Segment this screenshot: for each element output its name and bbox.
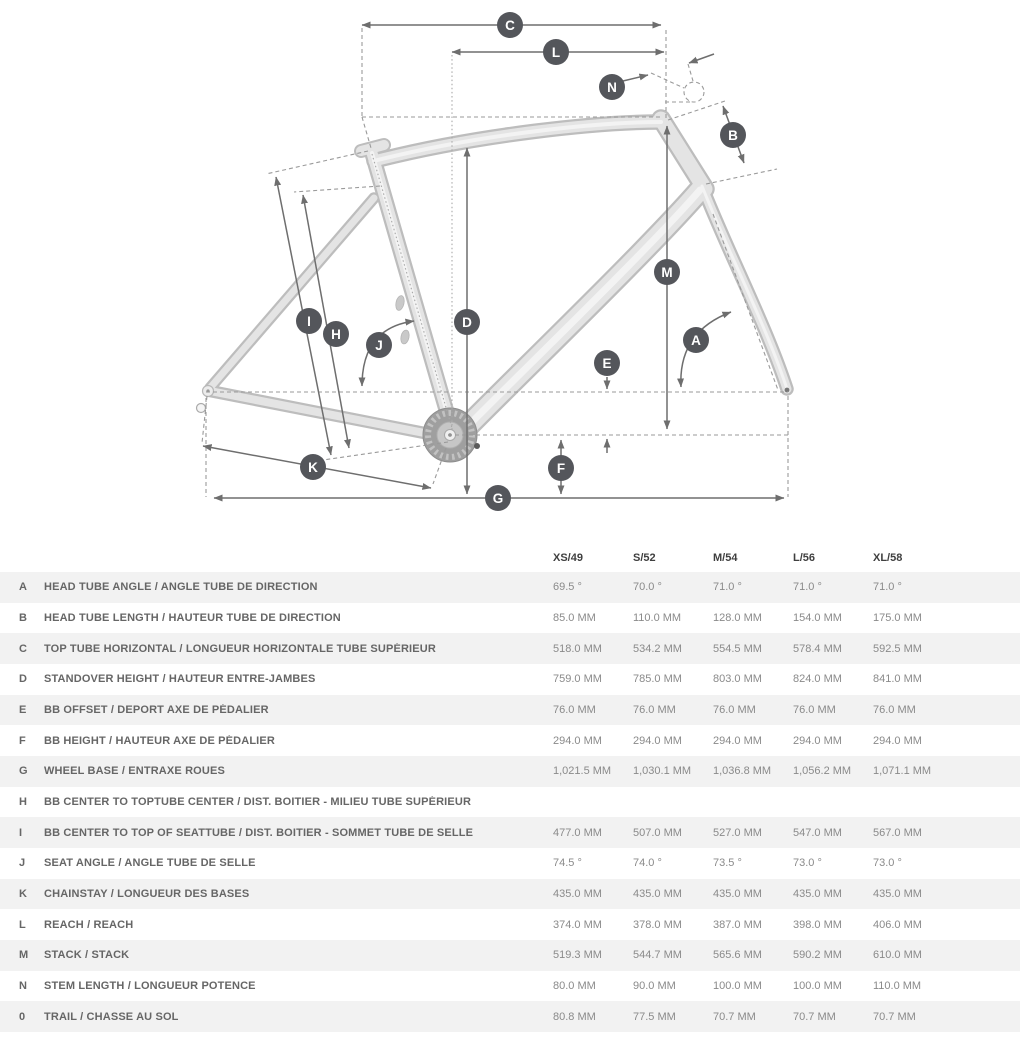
geo-value: 294.0 MM xyxy=(873,734,922,747)
geo-value: 154.0 MM xyxy=(793,611,842,624)
geo-value: 534.2 MM xyxy=(633,642,682,655)
row-label: TRAIL / CHASSE AU SOL xyxy=(44,1010,179,1023)
size-header: XS/49 xyxy=(553,552,583,564)
geo-value: 294.0 MM xyxy=(553,734,602,747)
geo-value: 592.5 MM xyxy=(873,642,922,655)
svg-text:G: G xyxy=(492,490,504,506)
geo-value: 435.0 MM xyxy=(633,887,682,900)
geo-value: 435.0 MM xyxy=(793,887,842,900)
geo-value: 71.0 ° xyxy=(793,581,822,594)
row-label: BB CENTER TO TOP OF SEATTUBE / DIST. BOITIER - SOMMET TUBE DE SELLE xyxy=(44,826,474,839)
geo-value: 80.8 MM xyxy=(553,1010,596,1023)
geo-value: 76.0 MM xyxy=(633,703,676,716)
table-row-M xyxy=(0,940,1020,971)
geo-value: 294.0 MM xyxy=(793,734,842,747)
table-row-A xyxy=(0,572,1020,603)
diagram-label-N xyxy=(599,74,625,100)
diagram-label-K xyxy=(300,454,326,480)
row-letter: E xyxy=(19,703,27,716)
geo-value: 519.3 MM xyxy=(553,949,602,962)
table-row-J xyxy=(0,848,1020,879)
geo-value: 565.6 MM xyxy=(713,949,762,962)
geo-value: 544.7 MM xyxy=(633,949,682,962)
construction-lines xyxy=(202,28,790,497)
table-row-I xyxy=(0,817,1020,848)
diagram-label-H xyxy=(323,321,349,347)
geometry-table xyxy=(0,544,1020,1032)
size-header: M/54 xyxy=(713,552,738,564)
geo-value: 74.0 ° xyxy=(633,857,662,870)
row-letter: B xyxy=(19,611,27,624)
geo-value: 1,036.8 MM xyxy=(713,765,772,778)
table-row-N xyxy=(0,971,1020,1002)
geo-value: 590.2 MM xyxy=(793,949,842,962)
table-row-D xyxy=(0,664,1020,695)
geo-value: 70.7 MM xyxy=(793,1010,836,1023)
geo-value: 554.5 MM xyxy=(713,642,762,655)
geo-value: 759.0 MM xyxy=(553,673,602,686)
geo-value: 70.0 ° xyxy=(633,581,662,594)
row-label: STEM LENGTH / LONGUEUR POTENCE xyxy=(44,979,256,992)
geo-value: 567.0 MM xyxy=(873,826,922,839)
diagram-label-E xyxy=(594,350,620,376)
row-letter: M xyxy=(19,949,29,962)
row-label: SEAT ANGLE / ANGLE TUBE DE SELLE xyxy=(44,857,256,870)
row-letter: 0 xyxy=(19,1010,26,1023)
geo-value: 76.0 MM xyxy=(873,703,916,716)
table-row-L xyxy=(0,909,1020,940)
geo-value: 547.0 MM xyxy=(793,826,842,839)
geo-value: 1,056.2 MM xyxy=(793,765,852,778)
row-letter: J xyxy=(19,857,26,870)
geo-value: 74.5 ° xyxy=(553,857,582,870)
geo-value: 527.0 MM xyxy=(713,826,762,839)
diagram-label-B xyxy=(720,122,746,148)
row-label: TOP TUBE HORIZONTAL / LONGUEUR HORIZONTALE TUBE SUPÉRIEUR xyxy=(44,642,436,655)
svg-text:H: H xyxy=(331,326,341,342)
row-label: BB OFFSET / DEPORT AXE DE PÉDALIER xyxy=(44,703,269,716)
table-row-B xyxy=(0,603,1020,634)
row-letter: K xyxy=(19,887,27,900)
geo-value: 1,030.1 MM xyxy=(633,765,692,778)
geo-value: 71.0 ° xyxy=(873,581,902,594)
frame-render xyxy=(197,119,790,462)
svg-text:J: J xyxy=(375,337,383,353)
size-header: S/52 xyxy=(633,552,656,564)
handlebar-clamp-dashed-circle xyxy=(684,82,704,102)
geo-value: 175.0 MM xyxy=(873,611,922,624)
geo-value: 477.0 MM xyxy=(553,826,602,839)
geo-value: 73.0 ° xyxy=(873,857,902,870)
diagram-label-M xyxy=(654,259,680,285)
geo-value: 1,071.1 MM xyxy=(873,765,932,778)
geo-value: 785.0 MM xyxy=(633,673,682,686)
svg-text:I: I xyxy=(307,313,311,329)
row-label: STANDOVER HEIGHT / HAUTEUR ENTRE-JAMBES xyxy=(44,673,316,686)
svg-text:B: B xyxy=(728,127,738,143)
chainstay-bolt xyxy=(474,443,480,449)
diagram-label-I xyxy=(296,308,322,334)
row-letter: I xyxy=(19,826,23,839)
svg-text:N: N xyxy=(607,79,617,95)
dim-N-stem-pointer xyxy=(623,75,648,81)
geo-value: 406.0 MM xyxy=(873,918,922,931)
diagram-label-F xyxy=(548,455,574,481)
geo-value: 100.0 MM xyxy=(793,979,842,992)
geo-value: 80.0 MM xyxy=(553,979,596,992)
geo-value: 85.0 MM xyxy=(553,611,596,624)
svg-text:M: M xyxy=(661,264,673,280)
row-label: REACH / REACH xyxy=(44,918,134,931)
geo-value: 824.0 MM xyxy=(793,673,842,686)
diagram-label-D xyxy=(454,309,480,335)
geo-value: 90.0 MM xyxy=(633,979,676,992)
dimension-arrows xyxy=(203,25,784,498)
geo-value: 398.0 MM xyxy=(793,918,842,931)
row-letter: D xyxy=(19,673,27,686)
geo-value: 110.0 MM xyxy=(873,979,922,992)
geo-value: 841.0 MM xyxy=(873,673,922,686)
geo-value: 294.0 MM xyxy=(713,734,762,747)
table-row-K xyxy=(0,879,1020,910)
geo-value: 70.7 MM xyxy=(873,1010,916,1023)
geo-value: 128.0 MM xyxy=(713,611,762,624)
svg-text:K: K xyxy=(308,459,318,475)
geo-value: 76.0 MM xyxy=(713,703,756,716)
geo-value: 71.0 ° xyxy=(713,581,742,594)
table-header-row xyxy=(0,544,1020,572)
diagram-label-C xyxy=(497,12,523,38)
geo-value: 435.0 MM xyxy=(553,887,602,900)
geo-value: 374.0 MM xyxy=(553,918,602,931)
size-header: L/56 xyxy=(793,552,816,564)
geo-value: 100.0 MM xyxy=(713,979,762,992)
rear-dropout xyxy=(197,386,214,413)
row-label: HEAD TUBE LENGTH / HAUTEUR TUBE DE DIRECTION xyxy=(44,611,341,624)
geo-value: 387.0 MM xyxy=(713,918,762,931)
seat-tube-port xyxy=(400,329,411,344)
geo-value: 73.5 ° xyxy=(713,857,742,870)
row-letter: F xyxy=(19,734,26,747)
geo-value: 378.0 MM xyxy=(633,918,682,931)
geo-value: 435.0 MM xyxy=(873,887,922,900)
seat-tube-port xyxy=(395,295,406,311)
row-label: STACK / STACK xyxy=(44,949,130,962)
svg-text:A: A xyxy=(691,332,701,348)
geo-value: 73.0 ° xyxy=(793,857,822,870)
dimension-labels xyxy=(296,12,746,511)
table-row-0 xyxy=(0,1001,1020,1032)
geo-value: 77.5 MM xyxy=(633,1010,676,1023)
svg-text:C: C xyxy=(505,17,515,33)
table-row-C xyxy=(0,633,1020,664)
table-row-F xyxy=(0,725,1020,756)
row-label: CHAINSTAY / LONGUEUR DES BASES xyxy=(44,887,250,900)
steerer-pointer xyxy=(689,54,714,63)
diagram-label-A xyxy=(683,327,709,353)
table-row-G xyxy=(0,756,1020,787)
row-label: HEAD TUBE ANGLE / ANGLE TUBE DE DIRECTION xyxy=(44,581,318,594)
diagram-label-L xyxy=(543,39,569,65)
table-row-E xyxy=(0,695,1020,726)
svg-text:L: L xyxy=(551,44,561,60)
svg-text:F: F xyxy=(556,460,566,476)
diagram-label-G xyxy=(485,485,511,511)
row-letter: C xyxy=(19,642,27,655)
table-row-H xyxy=(0,787,1020,818)
geo-value: 110.0 MM xyxy=(633,611,682,624)
row-letter: G xyxy=(19,765,28,778)
geo-value: 1,021.5 MM xyxy=(553,765,612,778)
row-letter: H xyxy=(19,795,27,808)
row-label: WHEEL BASE / ENTRAXE ROUES xyxy=(44,765,225,778)
geo-value: 507.0 MM xyxy=(633,826,682,839)
size-header: XL/58 xyxy=(873,552,903,564)
row-label: BB CENTER TO TOPTUBE CENTER / DIST. BOITIER - MILIEU TUBE SUPÉRIEUR xyxy=(44,795,472,808)
row-letter: A xyxy=(19,581,27,594)
geo-value: 76.0 MM xyxy=(553,703,596,716)
svg-text:D: D xyxy=(462,314,472,330)
geo-value: 70.7 MM xyxy=(713,1010,756,1023)
geo-value: 518.0 MM xyxy=(553,642,602,655)
geo-value: 803.0 MM xyxy=(713,673,762,686)
diagram-label-J xyxy=(366,332,392,358)
geo-value: 578.4 MM xyxy=(793,642,842,655)
svg-text:E: E xyxy=(602,355,612,371)
row-letter: L xyxy=(19,918,26,931)
geo-value: 76.0 MM xyxy=(793,703,836,716)
geo-value: 610.0 MM xyxy=(873,949,922,962)
geo-value: 69.5 ° xyxy=(553,581,582,594)
row-label: BB HEIGHT / HAUTEUR AXE DE PÉDALIER xyxy=(44,734,275,747)
geo-value: 294.0 MM xyxy=(633,734,682,747)
row-letter: N xyxy=(19,979,27,992)
geo-value: 435.0 MM xyxy=(713,887,762,900)
